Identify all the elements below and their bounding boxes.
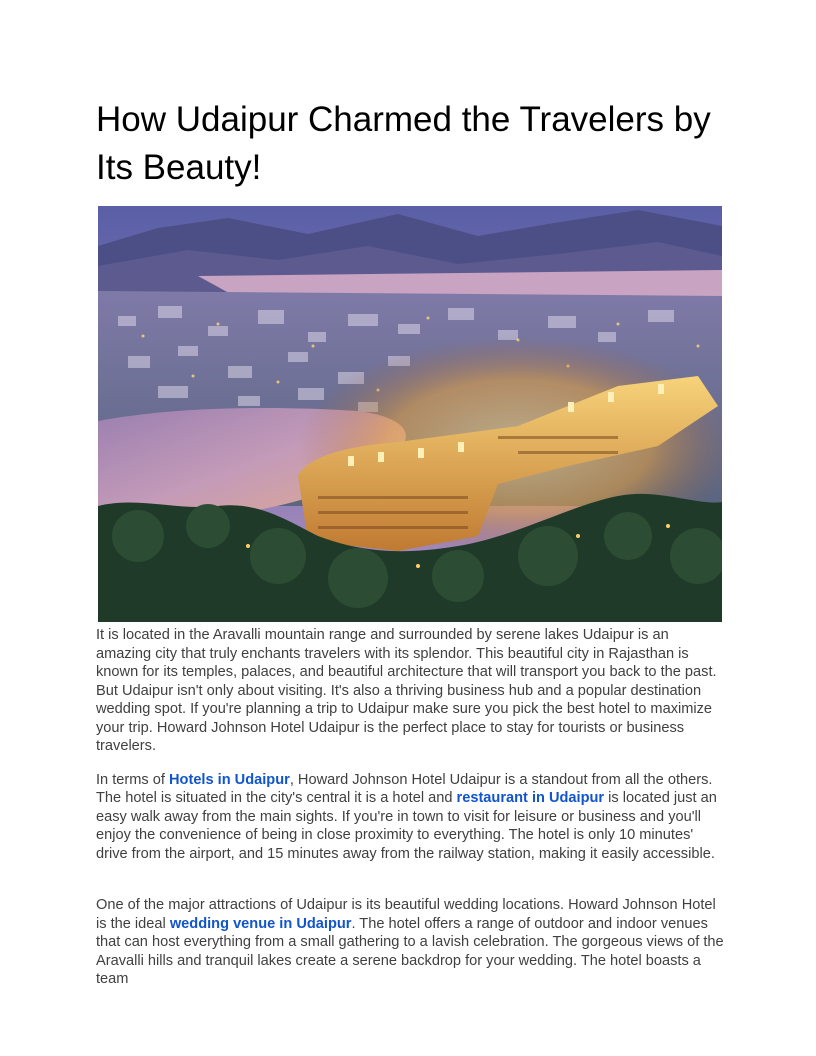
text-span: In terms of (96, 771, 169, 788)
text-span: is located just an easy walk away from the main sights. If you're in town to visit for leisure or business and you'll enjoy the convenience of being in close proximity to everything. The hotel is only 10 minutes' drive from the airport, and 15 minutes away from the railway station, making it easily accessible. (96, 790, 717, 862)
hotels-paragraph (96, 771, 724, 864)
restaurant-in-udaipur-link[interactable]: restaurant in Udaipur (456, 790, 605, 806)
text-span: One of the major attractions of Udaipur is its beautiful wedding locations. Howard Johnson Hotel is the ideal (96, 897, 716, 932)
document-page (96, 96, 724, 989)
intro-paragraph: It is located in the Aravalli mountain range and surrounded by serene lakes Udaipur is an amazing city that truly enchants travelers with its splendor. This beautiful city in Rajasthan is known for its temples, palaces, and beautiful architecture that will transport you back to the past. But Udaipur isn't only about visiting. It's also a thriving business hub and a popular destination wedding spot. If you're planning a trip to Udaipur make sure you pick the best hotel to maximize your trip. Howard Johnson Hotel Udaipur is the perfect place to stay for tourists or business travelers. (96, 627, 717, 754)
hotels-in-udaipur-link[interactable]: Hotels in Udaipur (169, 771, 290, 788)
udaipur-city-palace-photo (98, 206, 722, 622)
article-title: How Udaipur Charmed the Travelers by Its Beauty! (96, 100, 711, 187)
text-span: . The hotel offers a range of outdoor and indoor venues that can host everything from a small gathering to a lavish celebration. The gorgeous views of the Aravalli hills and tranquil lakes create a serene backdrop for your wedding. The hotel boasts a team (96, 915, 724, 987)
text-span: , Howard Johnson Hotel Udaipur is a standout from all the others. The hotel is situated in the city's central it is a hotel and (96, 771, 713, 806)
wedding-venue-in-udaipur-link[interactable]: wedding venue in Udaipur (169, 915, 352, 932)
wedding-paragraph (96, 896, 724, 989)
